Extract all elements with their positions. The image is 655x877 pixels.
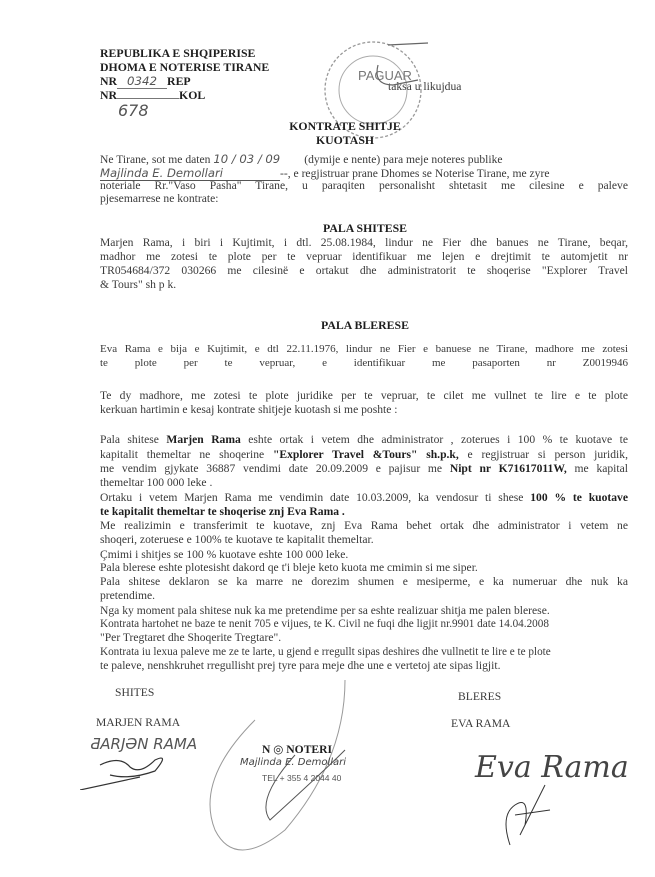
contract-date: 10 / 03 / 09 xyxy=(213,152,281,166)
notary-name-handwritten: Majlinda E. Demollari xyxy=(100,166,280,181)
text: me kapital xyxy=(566,462,628,475)
seller-name: MARJEN RAMA xyxy=(96,716,181,729)
body-line: Nga ky moment pala shitese nuk ka me pretendime per sa eshte realizuar shitja me palen blerese. xyxy=(100,604,550,617)
both-parties-line: kerkuan hartimin e kesaj kontrate shitjeje kuotash si me poshte : xyxy=(100,403,398,416)
seller-line: & Tours" sh p k. xyxy=(100,278,177,291)
body-line xyxy=(100,491,628,505)
buyer-name: EVA RAMA xyxy=(451,717,511,730)
seller-line: Marjen Rama, i biri i Kujtimit, i dtl. 25.08.1984, lindur ne Fier dhe banues ne Tirane, beqar, xyxy=(100,236,628,249)
seller-name-bold: Marjen Rama xyxy=(166,433,241,446)
title-line2: KUOTASH xyxy=(315,133,375,147)
kol-label: KOL xyxy=(179,88,206,102)
body-line: pretendime. xyxy=(100,589,156,602)
header-republic: REPUBLIKA E SHQIPERISE xyxy=(100,46,256,60)
svg-text:Eva Rama: Eva Rama xyxy=(475,750,629,785)
body-line: shoqeri, zoteruese e 100% te kuotave te kapitalit themeltar. xyxy=(100,533,374,546)
seller-line: madhor me zotesi te plote per te vepruar identifikuar me lejen e drejtimit te automjetit nr xyxy=(100,250,628,263)
body-line: Çmimi i shitjes se 100 % kuotave eshte 100 000 leke. xyxy=(100,548,349,561)
nipt-bold: Nipt nr K71617011W, xyxy=(449,462,567,475)
body-line: Pala shitese deklaron se ka marre ne dorezim shumen e mesiperme, e ka numeruar dhe nuk ka xyxy=(100,575,628,588)
body-line xyxy=(100,433,628,447)
title-line1: KONTRATE SHITJE xyxy=(289,119,401,133)
intro-text: --, e regjistruar prane Dhomes se Noterise Tirane, me zyre xyxy=(280,167,550,180)
text: me vendim gjykate 36887 vendimi date 20.09.2009 e pajisur me xyxy=(100,462,450,475)
rep-number: 0342 xyxy=(117,74,167,89)
share-bold: 100 % te kuotave xyxy=(530,491,628,504)
buyer-label: BLERES xyxy=(458,690,502,703)
intro-text: (dymije e nente) para meje noteres publike xyxy=(304,153,503,166)
body-line: te paleve, nenshkruhet rregullisht prej tyre para meje dhe une e vertetoj ate sipas ligjit. xyxy=(100,659,501,672)
body-line: Kontrata hartohet ne baze te nenit 705 e vijues, te K. Civil ne fuqi dhe ligjit nr.9901 date 14.04.2008 xyxy=(100,618,549,630)
body-line: Me realizimin e transferimit te kuotave, znj Eva Rama behet ortak dhe administrator i vetem ne xyxy=(100,519,628,532)
text: eshte ortak i vetem dhe administrator , zoterues i 100 % te kuotave te xyxy=(240,433,629,446)
body-line xyxy=(100,448,628,462)
buyer-signature xyxy=(470,735,630,850)
stamp-text: PAGUAR xyxy=(358,68,412,83)
intro-line4: pjesemarrese ne kontrate: xyxy=(100,192,219,205)
nr-label: NR xyxy=(100,88,118,102)
buyer-heading: PALA BLERESE xyxy=(321,318,409,332)
text: Pala shitese xyxy=(100,433,167,446)
intro-text: Ne Tirane, sot me daten xyxy=(100,153,211,166)
nr-label: NR xyxy=(100,74,118,88)
seller-heading: PALA SHITESE xyxy=(322,221,408,235)
intro-line3: noteriale Rr."Vaso Pasha" Tirane, u paraqiten personalisht shtetasit me cilesine e paleve xyxy=(100,179,628,192)
intro-line1 xyxy=(100,152,628,167)
svg-text:ƋARJƏN RAMA: ƋARJƏN RAMA xyxy=(90,735,198,753)
buyer-line: Eva Rama e bija e Kujtimit, e dtl 22.11.1976, lindur ne Fier e banuese ne Tirane, madhore me zotesi xyxy=(100,343,628,355)
rep-label: REP xyxy=(167,74,191,88)
seller-line: TR054684/372 030266 me cilesinë e ortakut dhe administratorit te shoqerise "Explorer Travel xyxy=(100,264,628,277)
seller-signature xyxy=(80,735,200,790)
tax-note: taksa u likujdua xyxy=(388,80,462,93)
body-line: themeltar 100 000 leke . xyxy=(100,476,213,489)
notary-label: N ◎ NOTERI xyxy=(262,743,333,756)
notary-stamp-tel: TEL + 355 4 2044 40 xyxy=(262,773,342,783)
seller-label: SHITES xyxy=(115,686,155,699)
company-name-bold: "Explorer Travel &Tours" sh.p.k, xyxy=(272,448,459,461)
notary-label-text: NOTERI xyxy=(286,743,333,756)
text: Ortaku i vetem Marjen Rama me vendimin date 10.03.2009, ka vendosur ti shese xyxy=(100,491,531,504)
body-line: te kapitalit themeltar te shoqerise znj Eva Rama . xyxy=(100,505,345,518)
notary-stamp-name: Majlinda E. Demollari xyxy=(240,757,347,768)
kol-number: 678 xyxy=(118,101,149,120)
body-line xyxy=(100,462,628,476)
body-line: Kontrata iu lexua paleve me ze te larte, u gjend e rregullt sipas deshires dhe vullnetit te lire e te plote xyxy=(100,646,551,658)
body-line: Pala blerese eshte plotesisht dakord qe t'i bleje keto kuota me cmimin si me siper. xyxy=(100,561,478,574)
buyer-line: te plote per te vepruar, e identifikuar me pasaporten nr Z0019946 xyxy=(100,357,628,369)
body-line: "Per Tregtaret dhe Shoqerite Tregtare". xyxy=(100,631,282,644)
header-chamber: DHOMA E NOTERISE TIRANE xyxy=(100,60,270,74)
text: e regjistruar si person juridik, xyxy=(458,448,628,461)
text: kapitalit themeltar ne shoqerine xyxy=(100,448,273,461)
both-parties-line: Te dy madhore, me zotesi te plote juridike per te vepruar, te cilet me vullnet te lire e te plote xyxy=(100,389,628,402)
